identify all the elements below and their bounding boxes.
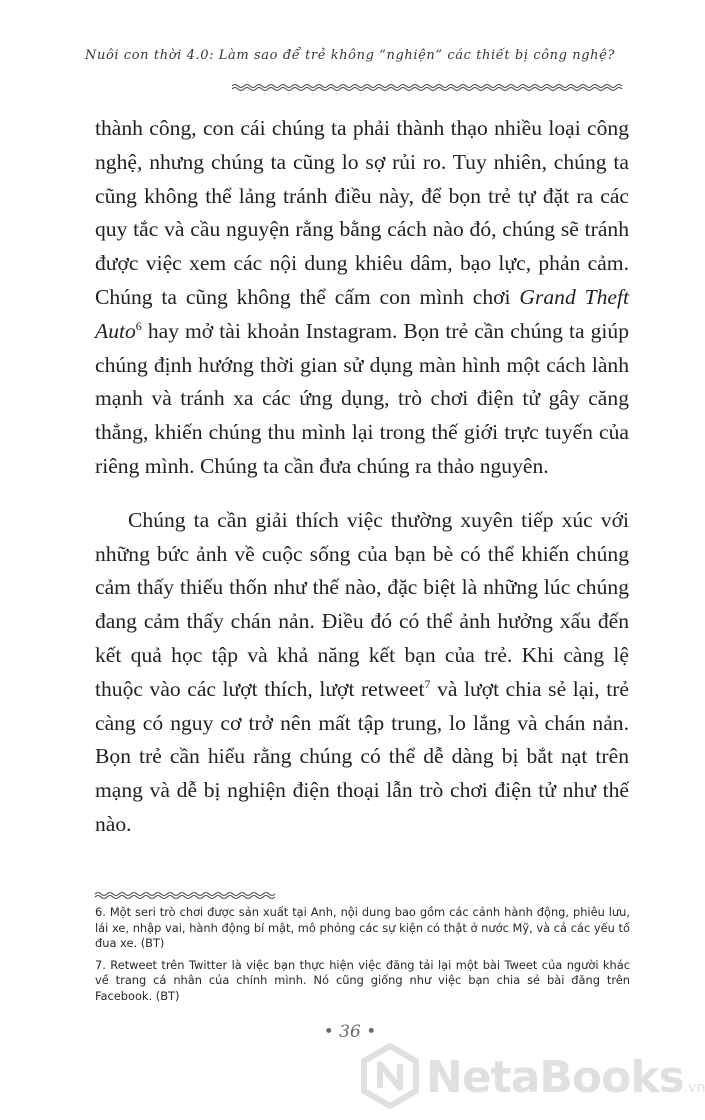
netabooks-logo-icon xyxy=(360,1044,420,1108)
page-number: • 36 • xyxy=(323,1022,377,1042)
watermark xyxy=(360,1042,705,1112)
paragraph-2 xyxy=(95,504,629,842)
body-text xyxy=(95,112,629,842)
footnotes xyxy=(95,905,630,1011)
footnote-6: 6. Một seri trò chơi được sản xuất tại Anh, nội dung bao gồm các cảnh hành động, phiêu lưu, lái xe, nhập vai, hành động bí mật, mô phỏng các sự kiện có thật ở nước Mỹ, và cả các yếu tố đua xe. (BT) xyxy=(95,905,630,951)
paragraph-1-text-a: thành công, con cái chúng ta phải thành thạo nhiều loại công nghệ, nhưng chúng ta cũng lo sợ rủi ro. Tuy nhiên, chúng ta cũng không thể lảng tránh điều này, để bọn trẻ tự đặt ra các quy tắc và cầu nguyện rằng bằng cách nào đó, chúng sẽ tránh được việc xem các nội dung khiêu dâm, bạo lực, phản cảm. Chúng ta cũng không thể cấm con mình chơi xyxy=(95,116,629,309)
paragraph-2-text-b: và lượt chia sẻ lại, trẻ càng có nguy cơ trở nên mất tập trung, lo lắng và chán nản. Bọn trẻ cần hiểu rằng chúng có thể dễ dàng bị bắt nạt trên mạng và dễ bị nghiện điện thoại lẫn trò chơi điện tử như thế nào. xyxy=(95,676,630,836)
paragraph-1-text-b: hay mở tài khoản Instagram. Bọn trẻ cần chúng ta giúp chúng định hướng thời gian sử dụng màn hình một cách lành mạnh và tránh xa các ứng dụng, trò chơi điện tử gây căng thẳng, khiến chúng thu mình lại trong thế giới trực tuyến của riêng mình. Chúng ta cần đưa chúng ra thảo nguyên. xyxy=(95,318,629,478)
paragraph-2-text-a: Chúng ta cần giải thích việc thường xuyên tiếp xúc với những bức ảnh về cuộc sống của bạn bè có thể khiến chúng cảm thấy thiếu thốn như thế nào, đặc biệt là những lúc chúng đang cảm thấy chán nản. Điều đó có thể ảnh hưởng xấu đến kết quả học tập và khả năng kết bạn của trẻ. Khi càng lệ thuộc vào các lượt thích, lượt retweet xyxy=(95,507,629,701)
watermark-brand-name: NetaBooks xyxy=(426,1052,684,1103)
watermark-brand xyxy=(426,1052,705,1103)
footnote-separator-wave xyxy=(95,891,275,901)
game-title: Grand Theft Auto xyxy=(95,284,629,343)
footnote-ref-7: 7 xyxy=(424,676,431,691)
watermark-suffix: .vn xyxy=(683,1080,705,1096)
paragraph-1 xyxy=(95,112,629,484)
running-header: Nuôi con thời 4.0: Làm sao để trẻ không “nghiện” các thiết bị công nghệ? xyxy=(85,48,615,63)
footnote-ref-6: 6 xyxy=(135,318,142,333)
header-wave-ornament xyxy=(232,82,620,92)
footnote-7: 7. Retweet trên Twitter là việc bạn thực hiện việc đăng tải lại một bài Tweet của người khác về trang cá nhân của chính mình. Nó cũng giống như việc bạn chia sẻ bài đăng trên Facebook. (BT) xyxy=(95,957,630,1003)
